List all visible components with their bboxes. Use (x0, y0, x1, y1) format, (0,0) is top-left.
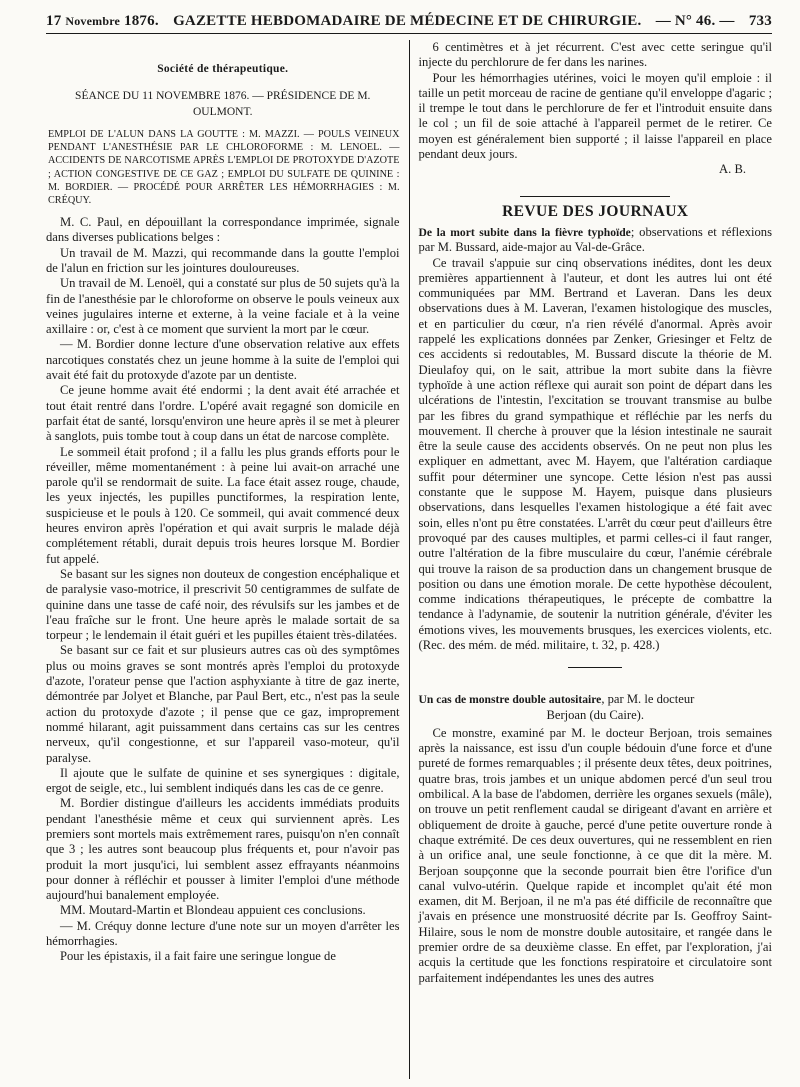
paragraph: Se basant sur ce fait et sur plusieurs autres cas où des symptômes plus ou moins graves se sont montrés après l'emploi du protoxyde d'azote, l'orateur pense que l'action asphyxiante à titre de gaz inerte, démontrée par Jolyet et Blanche, par Paul Bert, etc., n'est pas la seule action du protoxyde d'azote ; il pense que ce gaz, improprement nommé hilarant, agit puissamment dans certains cas sur les centres nerveux, qu'il congestionne, et sur l'appareil vaso-moteur, qu'il paralyse. (46, 643, 400, 765)
paragraph: Se basant sur les signes non douteux de congestion encéphalique et de paralysie vaso-motrice, il prescrivit 50 centigrammes de sulfate de quinine dans une tasse de café noir, des révulsifs sur les jambes et de l'eau fraîche sur le front. Une heure après le malade sortait de sa torpeur ; le lendemain il était guéri et les pupilles étaient très-dilatées. (46, 566, 400, 643)
paragraph: M. Bordier distingue d'ailleurs les accidents immédiats produits pendant l'anesthésie même et ceux qui surviennent après. Les premiers sont mortels mais extrêmement rares, puisqu'on n'en connaît que 3 ; les autres sont beaucoup plus fréquents et, pour n'avoir pas produit la mort jusqu'ici, lui semblent assez effrayants néanmoins pour donner à réfléchir et pousser à limiter l'emploi d'une méthode aujourd'hui banalement employée. (46, 796, 400, 903)
left-paragraphs (46, 215, 400, 965)
signature: A. B. (719, 162, 746, 177)
article-title: De la mort subite dans la fièvre typhoïde (418, 225, 631, 239)
paragraph: Ce jeune homme avait été endormi ; la dent avait été arrachée et tout était rentré dans l'ordre. L'opéré avait regagné son domicile en parfait état de santé, lorsqu'environ une heure après il se met à pleurer à sanglots, puis tombe tout à coup dans un état de narcose complète. (46, 383, 400, 444)
page-date (46, 13, 159, 30)
article-heading (419, 225, 773, 256)
paragraph: Ce monstre, examiné par M. le docteur Berjoan, trois semaines après la naissance, est issu d'un couple bédouin d'une force et d'une pureté de formes remarquables ; il présente deux têtes, deux poitrines, quatre bras, trois jambes et un unique abdomen percé d'un seul trou ombilical. A la base de l'abdomen, derrière les organes sexuels (mâle), on trouve un petit renflement caudal se dirigeant d'avant en arrière et obliquement de droite à gauche, percé d'une petite ouverture ronde à chaque extrémité. De ces deux ouvertures, qui ne ressemblent en rien à un orifice anal, une seule fonctionne, à ce que dit la mère. M. Berjoan soupçonne que la seconde pourrait bien être l'orifice d'un canal vulvo-utérin. Quelque rapide et incomplet qu'ait été mon examen, dit M. Berjoan, il ne m'a pas été difficile de reconnaître que j'avais en présence une monstruosité décrite par Is. Geoffroy Saint-Hilaire, sous le nom de monstre double autositaire, et rangée dans le premier ordre de sa deuxième classe. En effet, par l'exploration, j'ai acquis la certitude que les fonctions respiratoire et circulatoire sont parfaitement indépendantes les unes des autres (418, 725, 772, 985)
article-heading (419, 692, 773, 707)
paragraph: MM. Moutard-Martin et Blondeau appuient ces conclusions. (60, 903, 366, 918)
journal-title: GAZETTE HEBDOMADAIRE DE MÉDECINE ET DE CHIRURGIE. (173, 13, 642, 29)
article-subtitle: ; observations et réflexions par M. Bussard, aide-major au Val-de-Grâce. (418, 224, 772, 255)
article-subtitle: , par M. le docteur (601, 692, 695, 707)
paragraph: — M. Créquy donne lecture d'une note sur un moyen d'arrêter les hémorrhagies. (46, 918, 400, 949)
paragraph: Un travail de M. Lenoël, qui a constaté sur plus de 50 sujets qu'à la fin de l'anesthésie par le chloroforme on observe le pouls veineux aux veines jugulaires interne et externe, à la veine faciale et à la veine axillaire : or, c'est à ce moment que survient la mort par le cœur. (46, 276, 400, 337)
page-day: 17 (46, 13, 62, 29)
issue-number: — N° 46. — (655, 13, 735, 29)
paragraph: — M. Bordier donne lecture d'une observation relative aux effets narcotiques constatés chez un jeune homme à la suite de l'emploi qui avait été fait du protoxyde d'azote par un dentiste. (46, 337, 400, 383)
article-separator (568, 667, 622, 668)
paragraph: Un travail de M. Mazzi, qui recommande dans la goutte l'emploi de l'alun en friction sur les jointures douloureuses. (46, 245, 400, 275)
running-head (46, 4, 772, 34)
paragraph: Ce travail s'appuie sur cinq observations inédites, dont les deux premières appartiennent à l'auteur, et dont les autres lui ont été communiquées par MM. Bertrand et Laveran. Dans les deux observations dues à M. Laveran, l'examen histologique des muscles, et en particulier du cœur, n'a rien révélé d'anormal. Après avoir rappelé les explications données par Zenker, Griesinger et Feltz de ces accidents si redoutables, M. Bussard discute la théorie de M. Dieulafoy qui, on le sait, attribue la mort subite dans la fièvre typhoïde à une action réflexe qui aurait son point de départ dans les ulcérations de l'intestin, l'excitation se trouvant transmise au bulbe par les fibres du grand sympathique et réfléchie par les nerfs du mouvement. Il cherche à prouver que la lésion intestinale ne saurait être la seule cause des accidents observés. On ne peut non plus les expliquer en admettant, avec M. Hayem, que l'altération cardiaque suffit pour déterminer une syncope. Cette lésion n'est pas aussi constante que le suppose M. Hayem, puisque dans plusieurs observations, dans lesquelles l'examen histologique a été fait avec soin, elles n'ont pu être constatées. L'arrêt du cœur peut d'ailleurs être provoqué par des causes multiples, et parmi celles-ci il faut ranger, outre l'altération de la fibre musculaire du cœur, l'anémie cérébrale qui trouve la raison de sa production dans un changement brusque de position ou dans une émotion morale. De cette hypothèse découlent, comme indications thérapeutiques, le précepte de combattre la tendance à l'adynamie, de soutenir la nutrition générale, d'éviter les émotions vives, les mouvements brusques, les exercices violents, etc. (Rec. des mém. de méd. militaire, t. 32, p. 428.) (418, 255, 772, 652)
page-year: 1876. (124, 13, 159, 29)
paragraph: Pour les hémorrhagies utérines, voici le moyen qu'il emploie : il taille un petit morceau de racine de gentiane qu'il enveloppe d'agaric ; il trempe le tout dans le perchlorure de fer et l'introduit ensuite dans le col ; un fil de soie attaché à l'appareil permet de le retirer. Ce moyen est généralement bien supporté ; il laisse l'appareil en place pendant deux jours. (418, 70, 772, 162)
revue-title: REVUE DES JOURNAUX (502, 202, 689, 220)
session-summary: EMPLOI DE L'ALUN DANS LA GOUTTE : M. MAZZI. — POULS VEINEUX PENDANT L'ANESTHÉSIE PAR LE CHLOROFORME : M. LENOEL. — ACCIDENTS DE NARCOTISME APRÈS L'EMPLOI DE PROTOXYDE D'AZOTE ; ACTION CONGESTIVE DE CE GAZ ; EMPLOI DU SULFATE DE QUININE : M. BORDIER. — PROCÉDÉ POUR ARRÊTER LES HÉMORRHAGIES : M. CRÉQUY. (48, 128, 400, 206)
text-columns (46, 40, 772, 1079)
article-title: Un cas de monstre double autositaire (418, 693, 602, 707)
article2-paragraphs (419, 726, 773, 986)
paragraph: 6 centimètres et à jet récurrent. C'est avec cette seringue qu'il injecte du perchlorure de fer dans les narines. (418, 40, 772, 70)
article1-paragraphs (419, 256, 773, 654)
right-paragraphs (419, 40, 773, 162)
paragraph: Il ajoute que le sulfate de quinine et ses synergiques : digitale, ergot de seigle, etc., lui semblent indiqués dans les cas de ce genre. (46, 765, 400, 796)
session-line: SÉANCE DU 11 NOVEMBRE 1876. — PRÉSIDENCE DE M. OULMONT. (75, 90, 371, 118)
section-title: Société de thérapeutique. (157, 63, 289, 75)
left-column (46, 40, 409, 1079)
section-rule (520, 196, 670, 197)
paragraph: M. C. Paul, en dépouillant la correspondance imprimée, signale dans diverses publications belges : (46, 215, 400, 245)
paragraph: Pour les épistaxis, il a fait faire une seringue longue de (60, 949, 336, 964)
paragraph: Le sommeil était profond ; il a fallu les plus grands efforts pour le réveiller, même momentanément : à peine lui avait-on arraché une parole qu'il se rendormait de suite. La face était assez rouge, chaude, les yeux injectés, les pupilles punctiformes, la respiration lente, suspicieuse et le pouls à 120. Ce sommeil, qui avait commencé deux heures environ après l'opération et qui avait surpris le malade déjà complétement rétabli, durait depuis trois heures lorsque M. Bordier fut appelé. (46, 444, 400, 566)
page-number: 733 (748, 13, 772, 29)
page-month: Novembre (65, 14, 121, 28)
article-author: Berjoan (du Caire). (546, 707, 645, 722)
right-column (410, 40, 773, 1079)
